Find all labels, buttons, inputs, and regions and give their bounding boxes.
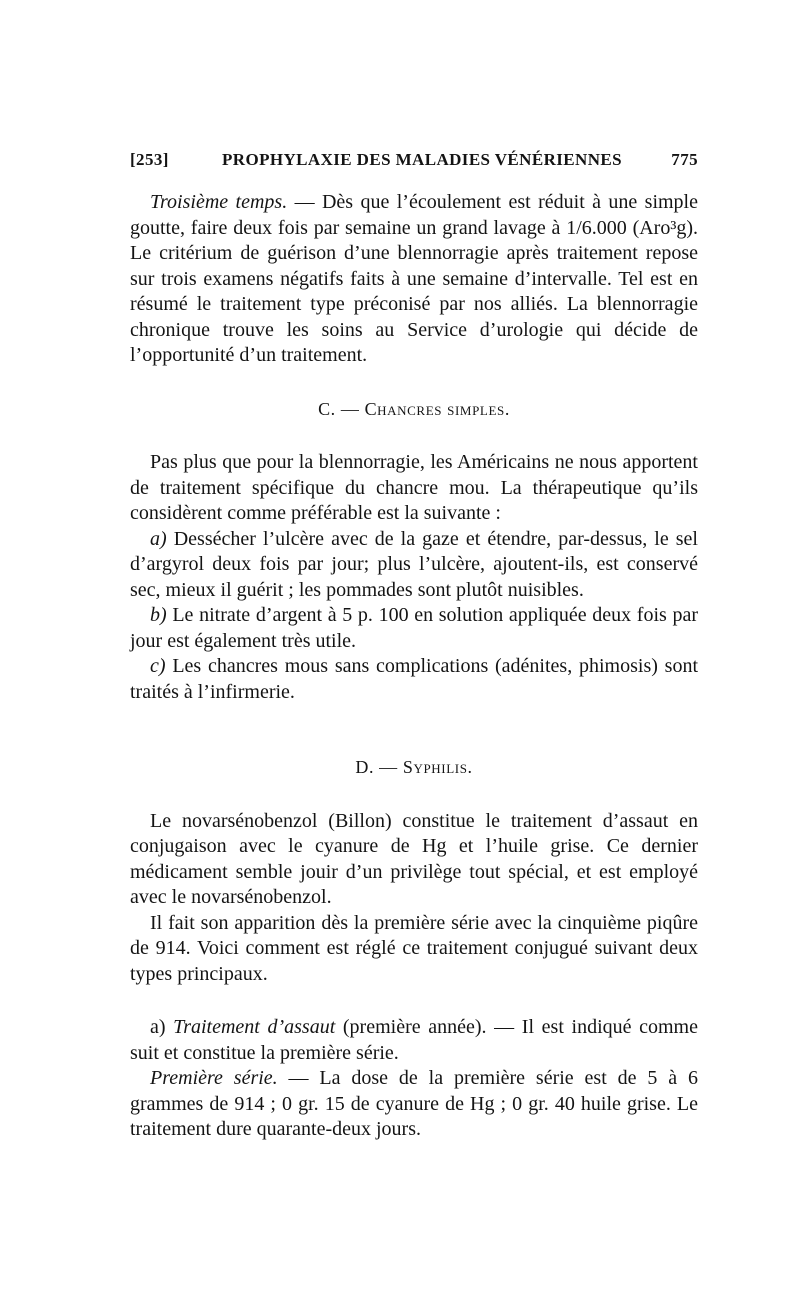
running-header	[130, 150, 698, 176]
section-heading-d	[130, 755, 698, 781]
list-marker: c)	[150, 655, 166, 677]
paragraph-troisieme-temps	[130, 190, 698, 369]
list-item-a	[130, 527, 698, 604]
paragraph-text: (première année). — Il est indiqué comme suit et constitue la première série.	[130, 1016, 698, 1064]
paragraph-lead: Troisième temps.	[150, 191, 288, 213]
italic-term: Première série.	[150, 1067, 278, 1089]
list-marker: a)	[150, 527, 167, 550]
paragraph-novarsenobenzol: Le novarsénobenzol (Billon) constitue le traitement d’assaut en conjugaison avec le cyanure de Hg et l’huile grise. Ce dernier médicament semble jouir d’un privilège tout spécial, et est employé avec le novarsénobenzol.	[130, 809, 698, 908]
section-title: Syphilis.	[402, 757, 473, 777]
page-body	[130, 190, 698, 1143]
paragraph-text: — La dose de la première série est de 5 à 6 grammes de 914 ; 0 gr. 15 de cyanure de Hg ; 0 gr. 40 huile grise. Le traitement dure quarante-deux jours.	[130, 1067, 698, 1140]
running-title: PROPHYLAXIE DES MALADIES VÉNÉRIENNES	[222, 150, 622, 169]
section-letter: D. —	[355, 757, 403, 777]
paragraph-chancres-intro: Pas plus que pour la blennorragie, les Américains ne nous apportent de traitement spécifique du chancre mou. La thérapeutique qu’ils considèrent comme préférable est la suivante :	[130, 451, 698, 524]
list-item-text: Le nitrate d’argent à 5 p. 100 en solution appliquée deux fois par jour est également très utile.	[130, 604, 698, 652]
list-marker: b)	[150, 604, 167, 626]
section-heading-c	[130, 397, 698, 423]
list-item-text: Dessécher l’ulcère avec de la gaze et étendre, par-dessus, le sel d’argyrol deux fois par jour; plus l’ulcère, ajoutent-ils, est conservé sec, mieux il guérit ; les pommades sont plutôt nuisibles.	[130, 527, 698, 601]
italic-term: Traitement d’assaut	[173, 1016, 336, 1038]
list-item-text: Les chancres mous sans complications (adénites, phimosis) sont traités à l’infirmerie.	[130, 655, 698, 703]
section-letter: C. —	[318, 398, 365, 419]
list-item-c	[130, 654, 698, 705]
page-bracket-number: [253]	[130, 150, 169, 169]
paragraph-premiere-serie	[130, 1066, 698, 1143]
paragraph-text: — Dès que l’écoulement est réduit à une simple goutte, faire deux fois par semaine un grand lavage à 1/6.000 (Aro³g). Le critérium de guérison d’une blennorragie après traitement repose sur trois examens négatifs faits à une semaine d’intervalle. Tel est en résumé le traitement type préconisé par nos alliés. La blennorragie chronique trouve les soins au Service d’urologie qui décide de l’opportunité d’un traitement.	[130, 191, 698, 366]
section-title: Chancres simples.	[364, 398, 510, 419]
paragraph-traitement-assaut	[130, 1015, 698, 1066]
list-marker: a)	[150, 1016, 174, 1038]
list-item-b	[130, 603, 698, 654]
page-number: 775	[671, 150, 698, 169]
paragraph-apparition: Il fait son apparition dès la première série avec la cinquième piqûre de 914. Voici comment est réglé ce traitement conjugué suivant deux types principaux.	[130, 911, 698, 985]
